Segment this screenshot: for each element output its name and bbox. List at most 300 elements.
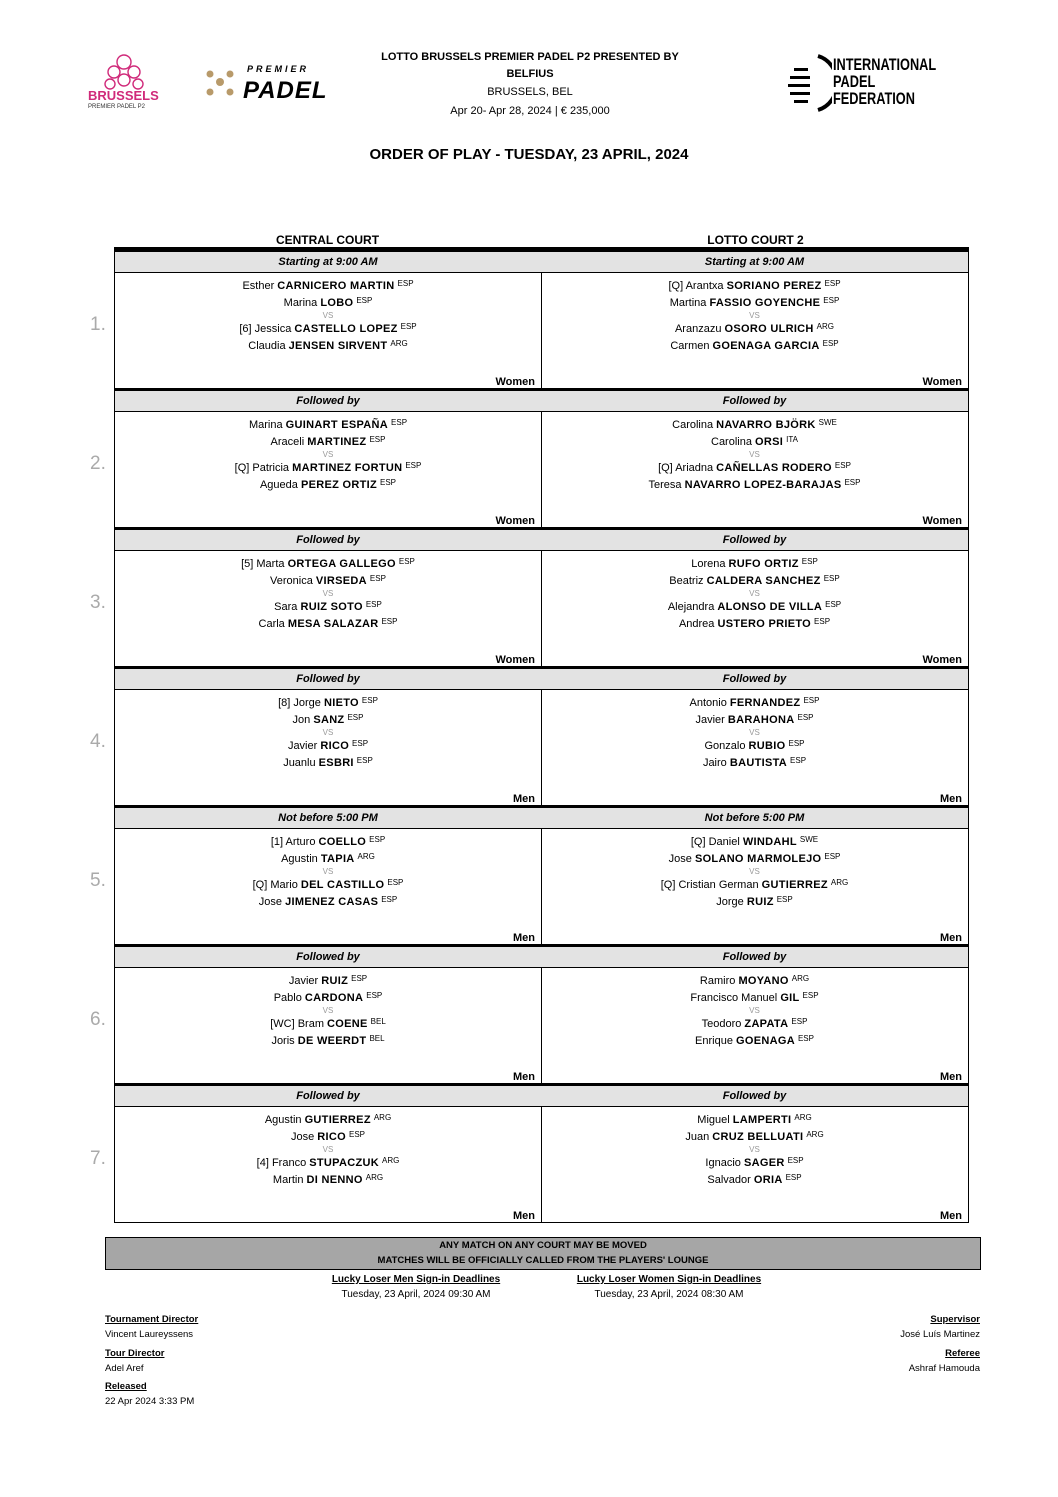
player-first-name: Carmen: [670, 340, 710, 352]
player-nationality: ESP: [349, 1130, 366, 1139]
match-body: [115, 829, 541, 944]
player-last-name: SANZ: [313, 714, 345, 726]
player-seed: [WC]: [270, 1018, 295, 1030]
player: [115, 435, 541, 448]
player-first-name: Carolina: [672, 419, 714, 431]
player: [541, 1130, 968, 1143]
player-first-name: Agustin: [281, 853, 318, 865]
match-body: [115, 551, 541, 666]
player-nationality: ARG: [357, 852, 375, 861]
match-body: [541, 1107, 968, 1222]
player-nationality: ESP: [791, 1017, 808, 1026]
player: [115, 1017, 541, 1030]
player-last-name: NAVARRO BJÖRK: [716, 419, 816, 431]
notice-banner: [105, 1237, 981, 1270]
player-nationality: ESP: [405, 461, 422, 470]
player-last-name: LOBO: [320, 297, 354, 309]
player-first-name: Franco: [271, 1157, 307, 1169]
tour-director: [105, 1348, 164, 1374]
player: [541, 756, 968, 769]
schedule-grid: [90, 250, 969, 1223]
player: [115, 713, 541, 726]
player-first-name: Carla: [258, 618, 285, 630]
match-central-court: [114, 250, 542, 389]
player-last-name: ALONSO DE VILLA: [717, 601, 823, 613]
player: [115, 322, 541, 335]
player-nationality: ESP: [824, 279, 841, 288]
player-nationality: ESP: [834, 461, 851, 470]
player: [115, 296, 541, 309]
player-last-name: FASSIO GOYENCHE: [709, 297, 821, 309]
player-nationality: ARG: [806, 1130, 824, 1139]
match-time: Followed by: [541, 667, 968, 690]
player-nationality: ESP: [381, 617, 398, 626]
vs-label: VS: [322, 728, 334, 737]
player: [541, 852, 968, 865]
match-time: Followed by: [115, 945, 541, 968]
player: [541, 1156, 968, 1169]
player-nationality: ESP: [844, 478, 861, 487]
player: [541, 991, 968, 1004]
fip-logo-line: PADEL: [833, 72, 876, 91]
player-last-name: WINDAHL: [742, 836, 797, 848]
player: [115, 895, 541, 908]
player-nationality: ARG: [373, 1113, 392, 1122]
player: [541, 557, 968, 570]
player-last-name: GUINART ESPAÑA: [285, 419, 389, 431]
player-first-name: Joris: [271, 1035, 295, 1047]
page-title: ORDER OF PLAY - TUESDAY, 23 APRIL, 2024: [369, 146, 689, 163]
player-nationality: ESP: [369, 574, 386, 583]
player-nationality: ARG: [830, 878, 849, 887]
match-category: Men: [513, 932, 535, 944]
match-row: [90, 528, 969, 667]
player: [115, 974, 541, 987]
player-last-name: RUIZ: [321, 975, 349, 987]
match-body: [541, 968, 968, 1083]
match-central-court: [114, 945, 542, 1084]
match-category: Women: [495, 515, 535, 527]
player-first-name: Aranzazu: [674, 323, 722, 335]
player: [115, 617, 541, 630]
match-time: Followed by: [541, 528, 968, 551]
match-row: [90, 250, 969, 389]
match-number: 7.: [90, 1148, 106, 1169]
official-label: Tournament Director: [105, 1314, 199, 1325]
player: [115, 279, 541, 292]
player-nationality: ESP: [347, 713, 364, 722]
player-nationality: ESP: [801, 557, 818, 566]
player-first-name: Marta: [256, 558, 285, 570]
player-first-name: Martin: [272, 1174, 304, 1186]
official-name: José Luís Martinez: [900, 1329, 980, 1340]
player-seed: [1]: [270, 836, 284, 848]
match-body: [115, 273, 541, 388]
tournament-director: [105, 1314, 198, 1340]
match-lotto-court-2: [541, 528, 969, 667]
player-first-name: Antonio: [689, 697, 727, 709]
match-time: Followed by: [115, 389, 541, 412]
player: [541, 617, 968, 630]
player-seed: [Q]: [690, 836, 706, 848]
match-category: Women: [495, 376, 535, 388]
match-time: Followed by: [541, 389, 968, 412]
match-time: Not before 5:00 PM: [541, 806, 968, 829]
player-first-name: Agustin: [264, 1114, 302, 1126]
player-nationality: ESP: [823, 296, 840, 305]
player-nationality: ESP: [823, 574, 840, 583]
match-number: 5.: [90, 870, 106, 891]
official-label: Referee: [945, 1348, 980, 1359]
player-last-name: CAÑELLAS RODERO: [716, 462, 832, 474]
match-category: Women: [922, 515, 962, 527]
player-last-name: ZAPATA: [744, 1018, 789, 1030]
match-category: Men: [940, 1210, 962, 1222]
player-nationality: ESP: [397, 279, 414, 288]
player-nationality: ESP: [788, 739, 805, 748]
player-first-name: Teodoro: [701, 1018, 742, 1030]
match-category: Women: [495, 654, 535, 666]
vs-label: VS: [322, 450, 334, 459]
match-category: Men: [513, 1071, 535, 1083]
player: [541, 895, 968, 908]
vs-label: VS: [322, 311, 334, 320]
player-last-name: GOENAGA: [736, 1035, 795, 1047]
player-nationality: ITA: [786, 435, 798, 444]
match-time: Followed by: [115, 1084, 541, 1107]
player: [541, 974, 968, 987]
player-last-name: GUTIERREZ: [304, 1114, 371, 1126]
match-lotto-court-2: [541, 250, 969, 389]
svg-text:BRUSSELS: BRUSSELS: [88, 88, 159, 103]
player-first-name: Ramiro: [699, 975, 736, 987]
vs-label: VS: [749, 1006, 760, 1015]
player-nationality: ESP: [365, 600, 382, 609]
match-category: Men: [513, 793, 535, 805]
player-first-name: Patricia: [252, 462, 290, 474]
lucky-loser-women: [539, 1274, 799, 1300]
player-first-name: Alejandra: [667, 601, 715, 613]
tournament-dates: Apr 20- Apr 28, 2024 | € 235,000: [450, 105, 610, 117]
match-central-court: [114, 389, 542, 528]
player: [541, 418, 968, 431]
player: [541, 696, 968, 709]
player-nationality: ESP: [361, 696, 378, 705]
player-nationality: ESP: [822, 339, 839, 348]
match-body: [541, 551, 968, 666]
player: [115, 739, 541, 752]
match-number: 1.: [90, 314, 106, 335]
player-seed: [Q]: [252, 879, 268, 891]
match-row: [90, 806, 969, 945]
fip-logo: [784, 54, 937, 114]
player-first-name: Beatriz: [669, 575, 704, 587]
notice-line: ANY MATCH ON ANY COURT MAY BE MOVED: [439, 1240, 647, 1251]
released: [105, 1381, 194, 1407]
player-first-name: Marina: [248, 419, 283, 431]
match-number: 3.: [90, 592, 106, 613]
player-nationality: BEL: [370, 1017, 386, 1026]
match-category: Men: [940, 932, 962, 944]
player-first-name: Cristian German: [678, 879, 759, 891]
player: [115, 756, 541, 769]
lucky-loser-label: Lucky Loser Men Sign-in Deadlines: [331, 1274, 501, 1285]
player-nationality: ESP: [400, 322, 417, 331]
player-first-name: Enrique: [695, 1035, 733, 1047]
vs-label: VS: [749, 867, 760, 876]
player-last-name: RUFO ORTIZ: [728, 558, 799, 570]
player-last-name: PEREZ ORTIZ: [300, 479, 377, 491]
match-time: Starting at 9:00 AM: [115, 250, 541, 273]
player-nationality: ARG: [365, 1173, 384, 1182]
player-first-name: Bram: [297, 1018, 324, 1030]
vs-label: VS: [749, 589, 760, 598]
player-last-name: TAPIA: [320, 853, 355, 865]
player: [115, 339, 541, 352]
player: [541, 1113, 968, 1126]
player-nationality: ESP: [797, 713, 814, 722]
player-nationality: ESP: [381, 895, 398, 904]
player-first-name: Jose: [668, 853, 692, 865]
player-first-name: Juanlu: [283, 757, 316, 769]
player-nationality: ARG: [816, 322, 835, 331]
player-last-name: COENE: [327, 1018, 368, 1030]
lotto-brussels-logo: [86, 50, 162, 116]
player-last-name: CARDONA: [304, 992, 364, 1004]
player-seed: [Q]: [660, 879, 676, 891]
player-first-name: Javier: [288, 975, 319, 987]
svg-text:PREMIER: PREMIER: [247, 64, 310, 74]
player-last-name: USTERO PRIETO: [717, 618, 812, 630]
player-first-name: Arantxa: [685, 280, 724, 292]
match-body: [115, 690, 541, 805]
player-last-name: LAMPERTI: [732, 1114, 792, 1126]
lucky-loser-men: [286, 1274, 546, 1300]
player-nationality: ESP: [356, 296, 373, 305]
player-first-name: Salvador: [707, 1174, 751, 1186]
player-first-name: Gonzalo: [704, 740, 746, 752]
player-first-name: Jose: [258, 896, 283, 908]
court-header-lotto-2: LOTTO COURT 2: [707, 233, 804, 247]
player: [115, 852, 541, 865]
match-time: Followed by: [115, 528, 541, 551]
player-last-name: STUPACZUK: [309, 1157, 379, 1169]
player-last-name: MOYANO: [738, 975, 789, 987]
player-first-name: Marina: [283, 297, 318, 309]
player: [541, 461, 968, 474]
player: [541, 600, 968, 613]
player-first-name: Lorena: [691, 558, 726, 570]
player-last-name: GIL: [780, 992, 800, 1004]
vs-label: VS: [749, 728, 760, 737]
player-last-name: CALDERA SANCHEZ: [706, 575, 821, 587]
player-first-name: Ariadna: [675, 462, 714, 474]
match-time: Followed by: [541, 1084, 968, 1107]
player: [115, 478, 541, 491]
match-time: Followed by: [541, 945, 968, 968]
player: [541, 1173, 968, 1186]
player-nationality: ESP: [366, 991, 383, 1000]
vs-label: VS: [749, 450, 760, 459]
player: [115, 418, 541, 431]
player-last-name: CASTELLO LOPEZ: [294, 323, 398, 335]
player-first-name: Andrea: [678, 618, 715, 630]
svg-text:PADEL: PADEL: [243, 77, 328, 102]
match-number: 4.: [90, 731, 106, 752]
player-last-name: RICO: [317, 1131, 346, 1143]
fip-logo-line: FEDERATION: [833, 89, 915, 108]
lucky-loser-value: Tuesday, 23 April, 2024 08:30 AM: [594, 1289, 744, 1300]
player: [541, 279, 968, 292]
player-first-name: Javier: [287, 740, 318, 752]
player-first-name: Ignacio: [705, 1157, 741, 1169]
official-name: Vincent Laureyssens: [105, 1329, 194, 1340]
player-last-name: RUBIO: [748, 740, 786, 752]
player-last-name: SOLANO MARMOLEJO: [694, 853, 822, 865]
player-last-name: GOENAGA GARCIA: [712, 340, 820, 352]
player-first-name: Mario: [270, 879, 298, 891]
match-body: [115, 412, 541, 527]
player: [541, 296, 968, 309]
player-first-name: Claudia: [248, 340, 286, 352]
player: [541, 435, 968, 448]
player-nationality: ESP: [369, 835, 386, 844]
player-first-name: Sara: [274, 601, 298, 613]
player-first-name: Carolina: [711, 436, 752, 448]
player: [541, 739, 968, 752]
player: [541, 713, 968, 726]
tournament-name: LOTTO BRUSSELS PREMIER PADEL P2 PRESENTED BY: [381, 51, 679, 63]
match-lotto-court-2: [541, 389, 969, 528]
player-last-name: BAUTISTA: [729, 757, 788, 769]
player-nationality: ARG: [381, 1156, 400, 1165]
player-seed: [5]: [241, 558, 254, 570]
vs-label: VS: [749, 311, 760, 320]
player: [541, 478, 968, 491]
vs-label: VS: [322, 589, 334, 598]
match-lotto-court-2: [541, 1084, 969, 1223]
player-last-name: SORIANO PEREZ: [726, 280, 822, 292]
match-number: 2.: [90, 453, 106, 474]
released-time: 22 Apr 2024 3:33 PM: [105, 1396, 195, 1407]
player-nationality: ARG: [791, 974, 810, 983]
match-body: [115, 968, 541, 1083]
player-last-name: JENSEN SIRVENT: [288, 340, 388, 352]
player-seed: [Q]: [668, 280, 684, 292]
player-last-name: RUIZ SOTO: [300, 601, 363, 613]
player-nationality: ESP: [785, 1173, 802, 1182]
player-first-name: Teresa: [648, 479, 682, 491]
tournament-location: BRUSSELS, BEL: [487, 86, 573, 98]
vs-label: VS: [322, 867, 334, 876]
player-nationality: ESP: [387, 878, 404, 887]
player-last-name: OSORO ULRICH: [724, 323, 814, 335]
lucky-loser-label: Lucky Loser Women Sign-in Deadlines: [576, 1274, 762, 1285]
match-body: [541, 690, 968, 805]
match-time: Followed by: [115, 667, 541, 690]
player-nationality: ESP: [369, 435, 386, 444]
player-last-name: ESBRI: [318, 757, 354, 769]
player-nationality: ESP: [356, 756, 373, 765]
player-nationality: ESP: [787, 1156, 804, 1165]
match-lotto-court-2: [541, 806, 969, 945]
player: [115, 1173, 541, 1186]
player-nationality: ESP: [380, 478, 397, 487]
player: [541, 878, 968, 891]
match-row: [90, 667, 969, 806]
player-last-name: COELLO: [318, 836, 367, 848]
tournament-sponsor: BELFIUS: [506, 68, 554, 80]
player-last-name: JIMENEZ CASAS: [285, 896, 379, 908]
match-row: [90, 389, 969, 528]
player: [115, 878, 541, 891]
player-last-name: MARTINEZ: [307, 436, 367, 448]
player-seed: [4]: [256, 1157, 269, 1169]
player-first-name: Agueda: [259, 479, 298, 491]
player-last-name: GUTIERREZ: [761, 879, 828, 891]
player-first-name: Jorge: [716, 896, 744, 908]
player-seed: [Q]: [234, 462, 250, 474]
player-last-name: SAGER: [743, 1157, 785, 1169]
match-body: [115, 1107, 541, 1222]
player-first-name: Esther: [242, 280, 275, 292]
match-lotto-court-2: [541, 945, 969, 1084]
player: [115, 1130, 541, 1143]
player-last-name: ORSI: [755, 436, 784, 448]
court-header-central: CENTRAL COURT: [275, 233, 380, 247]
player-last-name: RICO: [320, 740, 350, 752]
player-first-name: Arturo: [285, 836, 316, 848]
match-category: Men: [940, 1071, 962, 1083]
player-nationality: ESP: [398, 557, 415, 566]
player: [115, 1156, 541, 1169]
player-last-name: DE WEERDT: [297, 1035, 367, 1047]
player-nationality: ESP: [814, 617, 831, 626]
player-seed: [Q]: [658, 462, 673, 474]
player: [115, 461, 541, 474]
player-first-name: Daniel: [708, 836, 740, 848]
player: [115, 1113, 541, 1126]
player: [115, 1034, 541, 1047]
player-nationality: ESP: [825, 600, 842, 609]
player: [115, 835, 541, 848]
player-last-name: ORTEGA GALLEGO: [287, 558, 396, 570]
match-time: Starting at 9:00 AM: [541, 250, 968, 273]
player-last-name: MESA SALAZAR: [287, 618, 379, 630]
fip-logo-line: INTERNATIONAL: [833, 55, 937, 74]
player-nationality: ESP: [352, 739, 369, 748]
official-name: Ashraf Hamouda: [908, 1363, 980, 1374]
player-last-name: RUIZ: [746, 896, 774, 908]
player: [541, 1017, 968, 1030]
player-nationality: ESP: [790, 756, 807, 765]
player-nationality: ARG: [390, 339, 408, 348]
player: [115, 574, 541, 587]
player-last-name: CRUZ BELLUATI: [712, 1131, 804, 1143]
player-first-name: Jairo: [702, 757, 727, 769]
player-nationality: ESP: [802, 991, 819, 1000]
player: [541, 574, 968, 587]
player-first-name: Jessica: [254, 323, 292, 335]
player: [115, 557, 541, 570]
vs-label: VS: [322, 1006, 334, 1015]
player-first-name: Jon: [292, 714, 311, 726]
player: [541, 322, 968, 335]
player-nationality: ESP: [351, 974, 368, 983]
player-nationality: ESP: [803, 696, 820, 705]
player-nationality: SWE: [818, 418, 837, 427]
match-central-court: [114, 528, 542, 667]
